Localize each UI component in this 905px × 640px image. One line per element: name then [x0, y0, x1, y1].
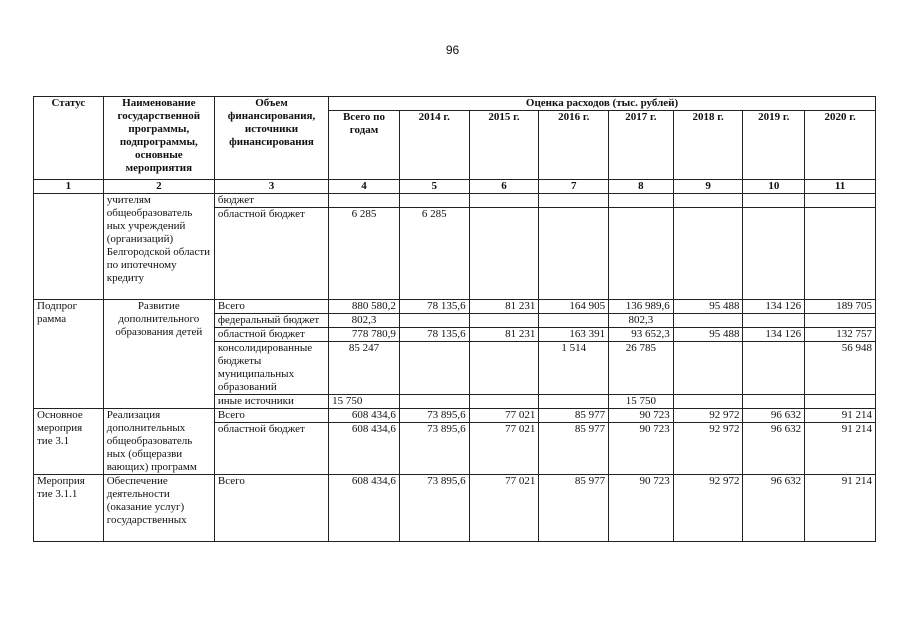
header-2019: 2019 г.	[743, 111, 805, 180]
value-cell: 95 488	[673, 328, 743, 342]
header-2016: 2016 г.	[539, 111, 609, 180]
value-cell: 85 977	[539, 423, 609, 475]
header-name: Наименование государственной программы, подпрограммы, основные мероприятия	[103, 97, 214, 180]
name-cell: учителям общеобразователь ных учреждений (организаций) Белгородской области по ипотечному кредиту	[103, 194, 214, 300]
value-cell: 73 895,6	[399, 423, 469, 475]
column-number-row	[34, 180, 876, 194]
value-cell: 85 977	[539, 475, 609, 542]
value-cell: 802,3	[329, 314, 400, 328]
value-cell: 134 126	[743, 300, 805, 314]
value-cell: 15 750	[329, 395, 400, 409]
source-cell: Всего	[214, 300, 328, 314]
value-cell: 93 652,3	[609, 328, 674, 342]
value-cell: 802,3	[609, 314, 674, 328]
value-cell: 90 723	[609, 475, 674, 542]
value-cell: 15 750	[609, 395, 674, 409]
value-cell: 78 135,6	[399, 300, 469, 314]
value-cell: 164 905	[539, 300, 609, 314]
source-cell: Всего	[214, 409, 328, 423]
name-cell: Развитие дополнительного образования детей	[103, 300, 214, 409]
col-number: 1	[34, 180, 104, 194]
value-cell: 73 895,6	[399, 475, 469, 542]
expenditure-table	[33, 96, 876, 542]
header-row-1	[34, 97, 876, 111]
value-cell: 880 580,2	[329, 300, 400, 314]
header-2017: 2017 г.	[609, 111, 674, 180]
header-status: Статус	[34, 97, 104, 180]
source-cell: областной бюджет	[214, 423, 328, 475]
value-cell: 81 231	[469, 328, 539, 342]
header-total: Всего по годам	[329, 111, 400, 180]
header-2014: 2014 г.	[399, 111, 469, 180]
page-number: 96	[445, 43, 460, 57]
col-number: 7	[539, 180, 609, 194]
value-cell: 77 021	[469, 423, 539, 475]
value-cell: 92 972	[673, 423, 743, 475]
source-cell: бюджет	[214, 194, 328, 208]
value-cell: 26 785	[609, 342, 674, 395]
status-cell: Основное мероприя тие 3.1	[34, 409, 104, 475]
value-cell: 85 977	[539, 409, 609, 423]
table-row	[34, 475, 876, 542]
col-number: 3	[214, 180, 328, 194]
source-cell: консолидированные бюджеты муниципальных образований	[214, 342, 328, 395]
value-cell: 95 488	[673, 300, 743, 314]
value-cell: 91 214	[805, 423, 876, 475]
col-number: 6	[469, 180, 539, 194]
header-estimate: Оценка расходов (тыс. рублей)	[329, 97, 876, 111]
source-cell: областной бюджет	[214, 208, 328, 300]
header-2018: 2018 г.	[673, 111, 743, 180]
col-number: 8	[609, 180, 674, 194]
table-row	[34, 194, 876, 208]
col-number: 4	[329, 180, 400, 194]
value-cell: 96 632	[743, 423, 805, 475]
status-cell	[34, 194, 104, 300]
value-cell: 90 723	[609, 423, 674, 475]
value-cell: 85 247	[329, 342, 400, 395]
source-cell: Всего	[214, 475, 328, 542]
value-cell: 132 757	[805, 328, 876, 342]
value-cell: 91 214	[805, 475, 876, 542]
value-cell: 81 231	[469, 300, 539, 314]
value-cell: 91 214	[805, 409, 876, 423]
value-cell: 134 126	[743, 328, 805, 342]
source-cell: иные источники	[214, 395, 328, 409]
col-number: 5	[399, 180, 469, 194]
table-row	[34, 300, 876, 314]
value-cell: 136 989,6	[609, 300, 674, 314]
value-cell: 96 632	[743, 475, 805, 542]
col-number: 10	[743, 180, 805, 194]
value-cell: 78 135,6	[399, 328, 469, 342]
value-cell: 92 972	[673, 409, 743, 423]
value-cell: 1 514	[539, 342, 609, 395]
value-cell: 56 948	[805, 342, 876, 395]
value-cell: 6 285	[329, 208, 400, 300]
source-cell: областной бюджет	[214, 328, 328, 342]
source-cell: федеральный бюджет	[214, 314, 328, 328]
value-cell: 77 021	[469, 409, 539, 423]
value-cell: 6 285	[399, 208, 469, 300]
value-cell: 96 632	[743, 409, 805, 423]
col-number: 9	[673, 180, 743, 194]
value-cell: 608 434,6	[329, 423, 400, 475]
value-cell: 92 972	[673, 475, 743, 542]
header-2020: 2020 г.	[805, 111, 876, 180]
value-cell: 778 780,9	[329, 328, 400, 342]
header-funding: Объем финансирования, источники финансирования	[214, 97, 328, 180]
value-cell: 163 391	[539, 328, 609, 342]
col-number: 11	[805, 180, 876, 194]
value-cell: 73 895,6	[399, 409, 469, 423]
status-cell: Мероприя тие 3.1.1	[34, 475, 104, 542]
status-cell: Подпрог рамма	[34, 300, 104, 409]
value-cell: 608 434,6	[329, 475, 400, 542]
value-cell: 608 434,6	[329, 409, 400, 423]
value-cell: 90 723	[609, 409, 674, 423]
col-number: 2	[103, 180, 214, 194]
value-cell: 189 705	[805, 300, 876, 314]
value-cell: 77 021	[469, 475, 539, 542]
name-cell: Обеспечение деятельности (оказание услуг) государственных	[103, 475, 214, 542]
name-cell: Реализация дополнительных общеобразователь ных (общеразви вающих) программ	[103, 409, 214, 475]
header-2015: 2015 г.	[469, 111, 539, 180]
table-row	[34, 409, 876, 423]
